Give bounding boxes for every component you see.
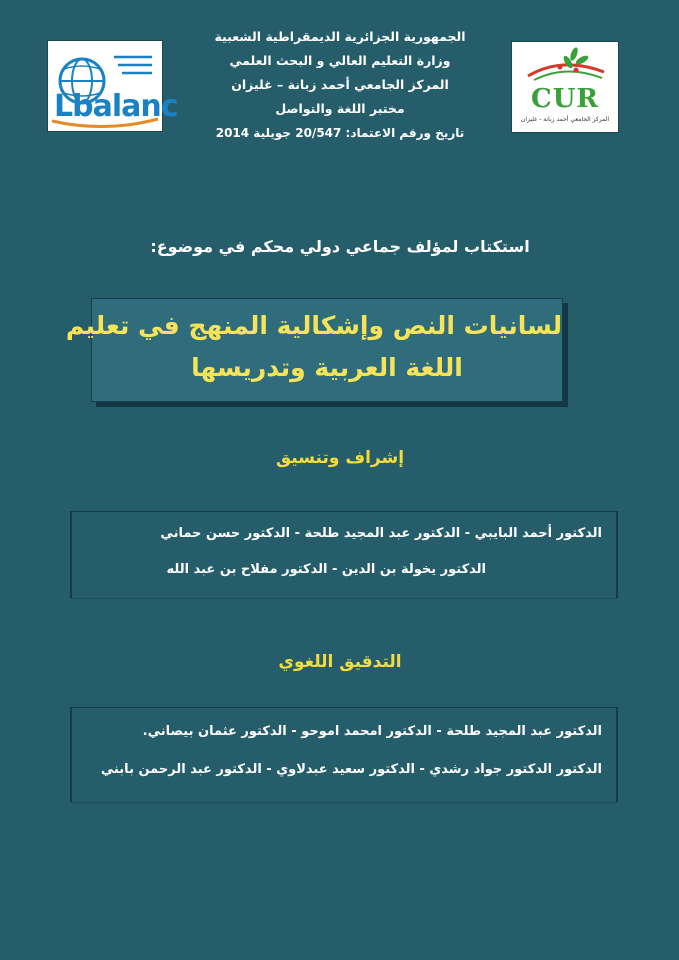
review-names-box (70, 707, 618, 802)
call-heading: استكتاب لمؤلف جماعي دولي محكم في موضوع: (150, 237, 530, 256)
title-line-2: اللغة العربية وتدريسها (191, 353, 463, 382)
title-box (65, 298, 563, 402)
lab-logo-text: Lbalanc (54, 89, 178, 124)
header-republic: الجمهورية الجزائرية الديمقراطية الشعبية (214, 29, 466, 44)
supervision-names-box (70, 511, 618, 598)
header-center: المركز الجامعي أحمد زبانة – غليزان (231, 77, 449, 92)
university-logo (511, 41, 619, 133)
title-line-1: لسانيات النص وإشكالية المنهج في تعليم (65, 311, 562, 340)
header-lab: مختبر اللغة والتواصل (275, 101, 405, 116)
supervision-heading: إشراف وتنسيق (275, 448, 405, 468)
supervision-name-line: الدكتور أحمد البايبي - الدكتور عبد المجيد طلحة - الدكتور حسن حماني (160, 526, 602, 541)
review-name-line: الدكتور عبد المجيد طلحة - الدكتور امحمد اموحو - الدكتور عثمان بيصاني. (142, 724, 602, 739)
header-ministry: وزارة التعليم العالي و البحث العلمي (229, 53, 451, 68)
supervision-name-line: الدكتور يخولة بن الدين - الدكتور مفلاح بن عبد الله (166, 562, 486, 577)
header-accreditation: تاريخ ورقم الاعتماد: 20/547 جويلية 2014 (215, 126, 465, 140)
university-logo-caption: المركز الجامعي أحمد زبانة - غليزان (520, 116, 610, 123)
review-name-line: الدكتور الدكتور جواد رشدي - الدكتور سعيد عبدلاوي - الدكتور عبد الرحمن بابني (100, 762, 602, 777)
review-heading: التدقيق اللغوي (278, 652, 402, 672)
lab-logo (47, 40, 178, 132)
university-logo-text: CUR (531, 84, 599, 114)
